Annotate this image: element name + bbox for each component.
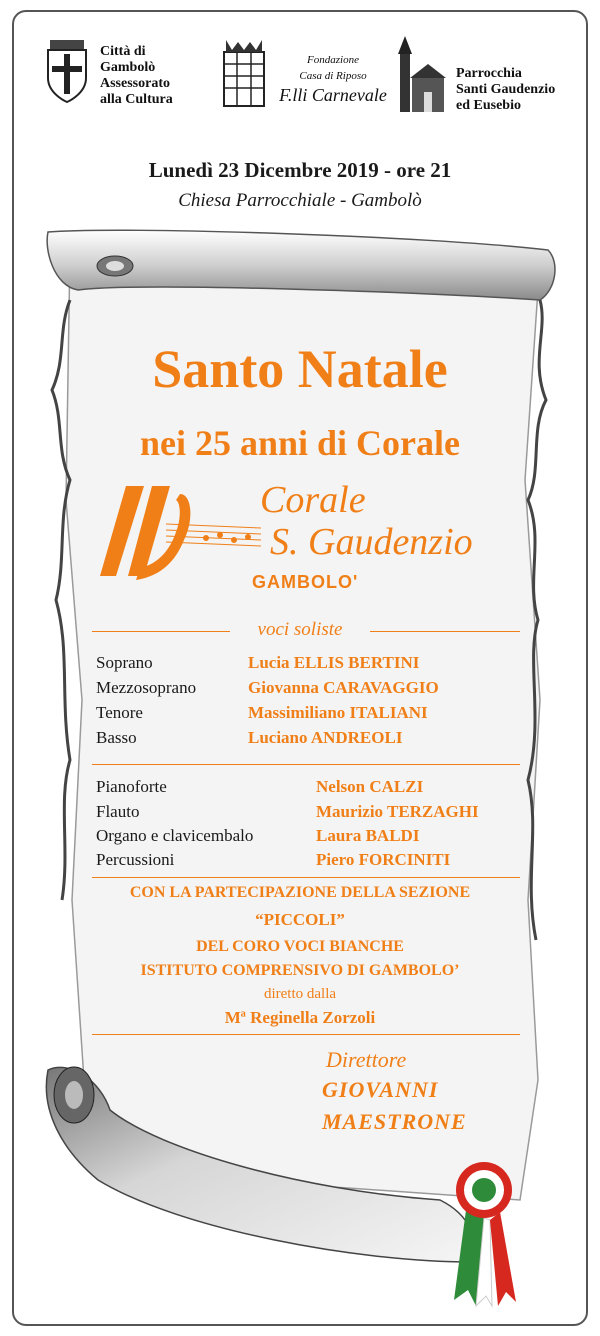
director-last-name: MAESTRONE: [322, 1109, 467, 1134]
choir-logo-mark-icon: [96, 480, 266, 590]
soloist-role: Soprano: [96, 653, 153, 672]
parish-line: Parrocchia: [456, 66, 522, 81]
instrument-role: Percussioni: [96, 850, 175, 869]
soloist-role: Mezzosoprano: [96, 678, 197, 697]
soloist-role: Tenore: [96, 703, 143, 722]
participation-line: ISTITUTO COMPRENSIVO DI GAMBOLO’: [140, 962, 460, 979]
director-label: Direttore: [326, 1047, 407, 1072]
instrumentalist-name: Maurizio TERZAGHI: [316, 802, 479, 821]
foundation-line: Casa di Riposo: [299, 70, 367, 82]
soloist-name: Giovanna CARAVAGGIO: [248, 678, 439, 697]
participation-line: DEL CORO VOCI BIANCHE: [196, 938, 404, 955]
director-first-name: GIOVANNI: [322, 1077, 439, 1102]
city-line: alla Cultura: [100, 92, 173, 107]
participation-line: diretto dalla: [263, 986, 337, 1002]
city-crest-icon: [42, 38, 92, 106]
church-icon: [392, 34, 448, 114]
parish-line: Santi Gaudenzio: [456, 82, 556, 97]
event-date: Lunedì 23 Dicembre 2019 - ore 21: [148, 158, 452, 182]
event-venue: Chiesa Parrocchiale - Gambolò: [178, 190, 422, 211]
participation-line: CON LA PARTECIPAZIONE DELLA SEZIONE: [129, 884, 471, 901]
foundation-header: [278, 52, 388, 106]
divider: [92, 764, 520, 765]
soloist-name: Massimiliano ITALIANI: [248, 703, 428, 722]
soloist-role: Basso: [96, 728, 137, 747]
tricolor-rosette-icon: [446, 1160, 522, 1310]
soloist-name: Lucia ELLIS BERTINI: [248, 653, 420, 672]
concert-subtitle: nei 25 anni di Corale: [139, 423, 461, 463]
divider: [92, 1034, 520, 1035]
instrumentalist-name: Nelson CALZI: [316, 777, 424, 796]
parish-line: ed Eusebio: [456, 98, 521, 113]
logo-saint-name: S. Gaudenzio: [270, 521, 473, 563]
city-header: [100, 44, 173, 108]
foundation-crest-icon: [220, 38, 268, 110]
soloist-name: Luciano ANDREOLI: [248, 728, 403, 747]
city-line: Assessorato: [100, 76, 170, 91]
soloists-label: voci soliste: [257, 619, 343, 640]
instrument-role: Pianoforte: [96, 777, 167, 796]
instrument-role: Flauto: [96, 802, 140, 821]
section-name: “PICCOLI”: [255, 910, 345, 929]
instrumentalist-name: Piero FORCINITI: [316, 850, 451, 869]
logo-corale: Corale: [260, 479, 366, 521]
concert-title: Santo Natale: [152, 339, 448, 399]
logo-place: GAMBOLO': [252, 572, 359, 592]
city-line: Città di: [100, 44, 146, 59]
parish-header: [456, 66, 555, 114]
instrument-role: Organo e clavicembalo: [96, 826, 254, 845]
conductor-name: Mª Reginella Zorzoli: [224, 1008, 376, 1027]
foundation-line: Fondazione: [307, 54, 359, 66]
city-line: Gambolò: [100, 60, 156, 75]
divider: [370, 631, 520, 632]
foundation-name: F.lli Carnevale: [279, 85, 387, 105]
divider: [92, 877, 520, 878]
instrumentalist-name: Laura BALDI: [316, 826, 420, 845]
